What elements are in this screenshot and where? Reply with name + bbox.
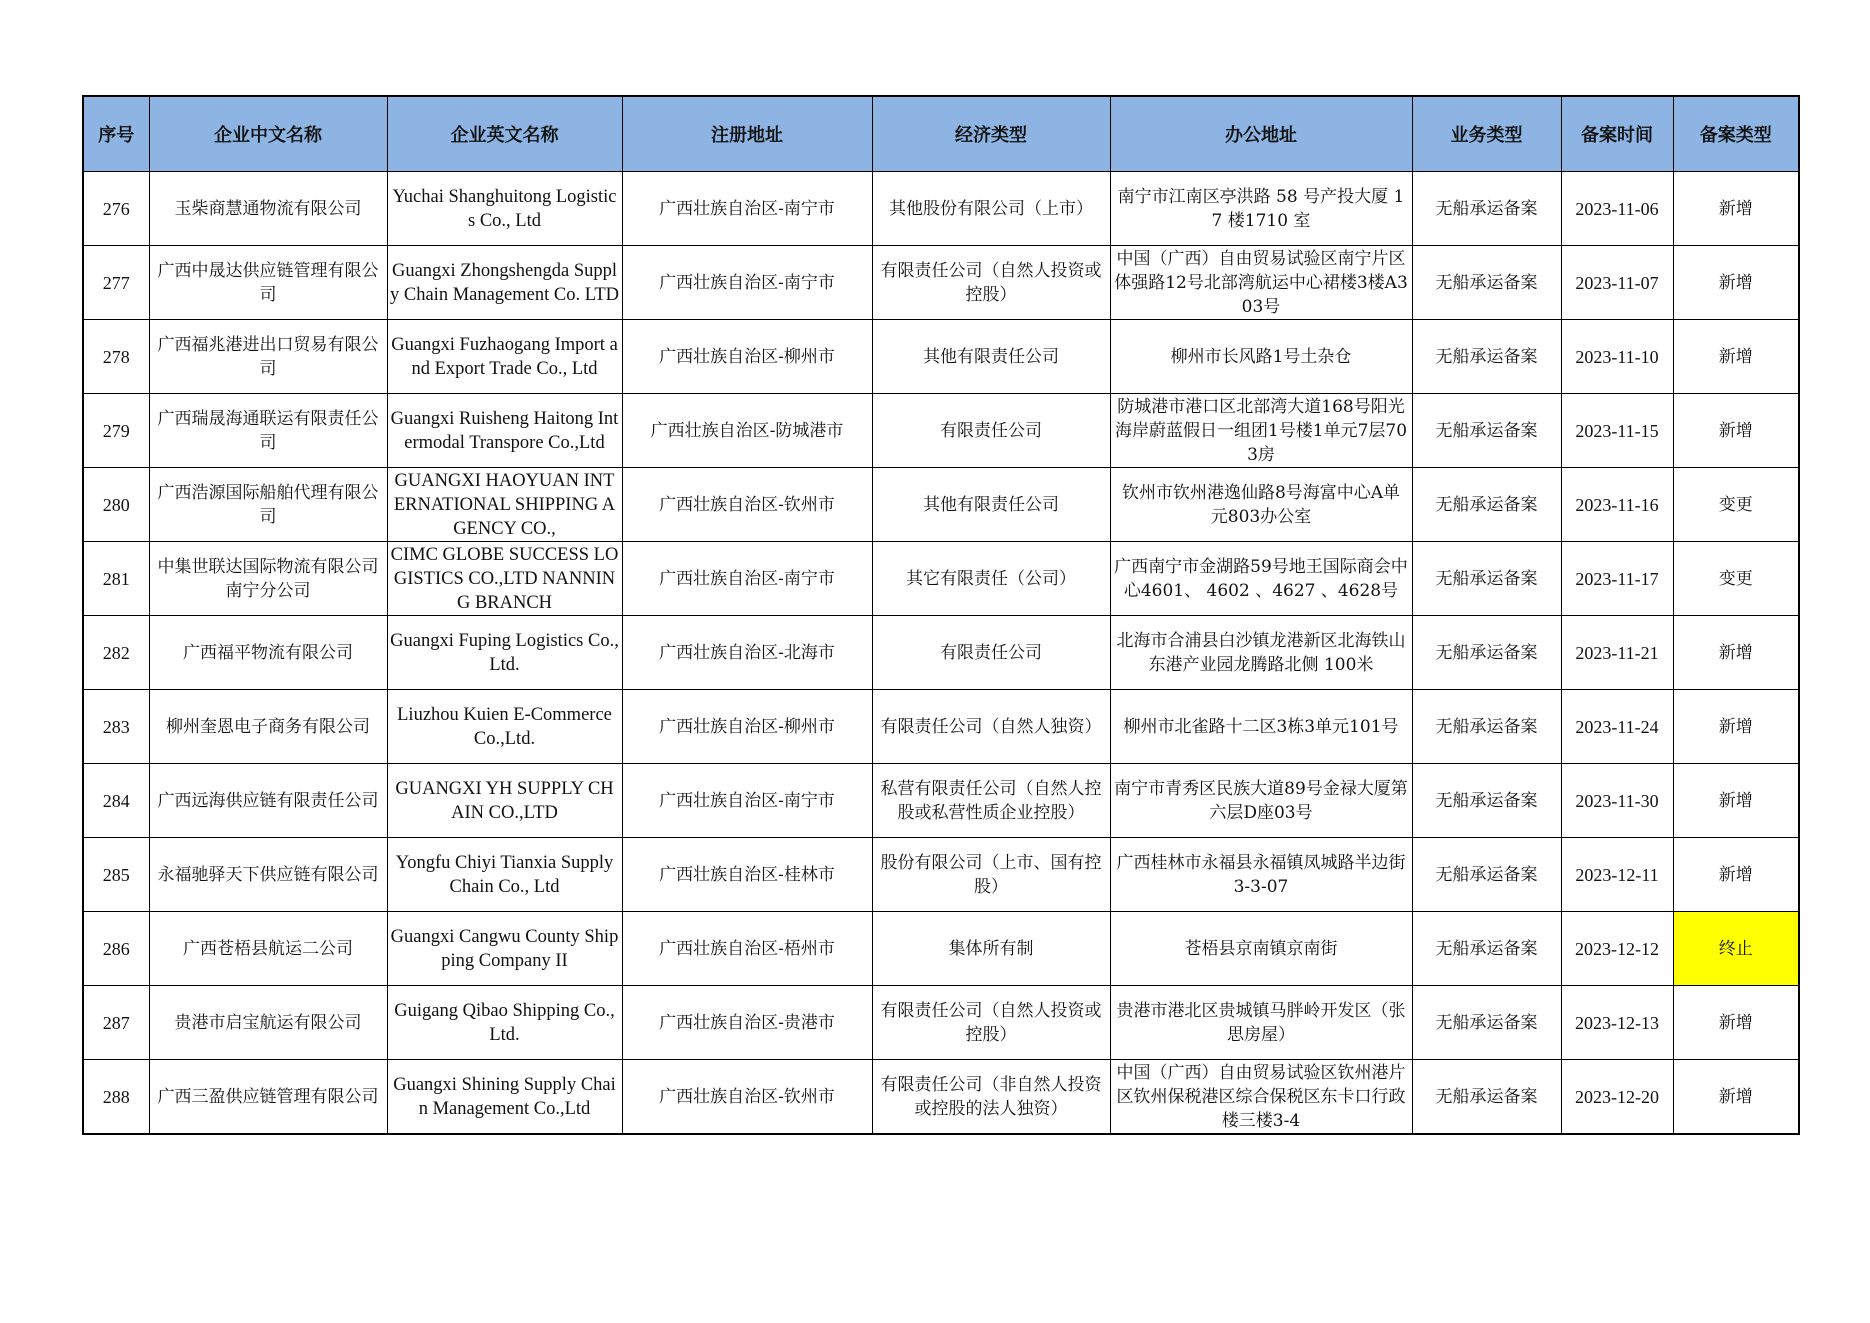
cell-cn-name: 永福驰驿天下供应链有限公司 (149, 838, 387, 912)
cell-office-address: 柳州市长风路1号土杂仓 (1110, 320, 1412, 394)
cell-seq: 285 (83, 838, 149, 912)
cell-business-type: 无船承运备案 (1412, 838, 1561, 912)
header-seq: 序号 (83, 96, 149, 172)
cell-cn-name: 柳州奎恩电子商务有限公司 (149, 690, 387, 764)
table-header-row (83, 96, 1799, 172)
cell-office-address: 广西南宁市金湖路59号地王国际商会中心4601、 4602 、4627 、4628号 (1110, 542, 1412, 616)
cell-economic-type: 集体所有制 (872, 912, 1110, 986)
cell-economic-type: 其它有限责任（公司） (872, 542, 1110, 616)
table-row (83, 986, 1799, 1060)
header-business-type: 业务类型 (1412, 96, 1561, 172)
cell-office-address: 贵港市港北区贵城镇马胖岭开发区（张思房屋） (1110, 986, 1412, 1060)
cell-seq: 280 (83, 468, 149, 542)
table-row (83, 542, 1799, 616)
table-row (83, 1060, 1799, 1135)
cell-en-name: Guangxi Zhongshengda Supply Chain Management Co. LTD (387, 246, 622, 320)
cell-en-name: Guigang Qibao Shipping Co., Ltd. (387, 986, 622, 1060)
cell-cn-name: 广西浩源国际船舶代理有限公司 (149, 468, 387, 542)
cell-office-address: 南宁市青秀区民族大道89号金禄大厦第六层D座03号 (1110, 764, 1412, 838)
cell-en-name: Liuzhou Kuien E-Commerce Co.,Ltd. (387, 690, 622, 764)
cell-reg-address: 广西壮族自治区-柳州市 (622, 690, 872, 764)
cell-reg-address: 广西壮族自治区-南宁市 (622, 172, 872, 246)
cell-reg-address: 广西壮族自治区-贵港市 (622, 986, 872, 1060)
cell-filing-type: 新增 (1673, 394, 1799, 468)
cell-reg-address: 广西壮族自治区-南宁市 (622, 764, 872, 838)
cell-filing-date: 2023-12-20 (1561, 1060, 1673, 1135)
cell-en-name: CIMC GLOBE SUCCESS LOGISTICS CO.,LTD NANNING BRANCH (387, 542, 622, 616)
filing-sheet (82, 95, 1798, 1135)
table-row (83, 838, 1799, 912)
cell-reg-address: 广西壮族自治区-钦州市 (622, 468, 872, 542)
cell-economic-type: 有限责任公司 (872, 616, 1110, 690)
cell-business-type: 无船承运备案 (1412, 246, 1561, 320)
cell-reg-address: 广西壮族自治区-南宁市 (622, 542, 872, 616)
cell-reg-address: 广西壮族自治区-桂林市 (622, 838, 872, 912)
cell-filing-type: 新增 (1673, 764, 1799, 838)
cell-en-name: Guangxi Fuping Logistics Co.,Ltd. (387, 616, 622, 690)
cell-seq: 276 (83, 172, 149, 246)
cell-seq: 279 (83, 394, 149, 468)
cell-filing-date: 2023-11-06 (1561, 172, 1673, 246)
cell-en-name: Guangxi Shining Supply Chain Management Co.,Ltd (387, 1060, 622, 1135)
cell-en-name: Yuchai Shanghuitong Logistics Co., Ltd (387, 172, 622, 246)
cell-filing-type: 终止 (1673, 912, 1799, 986)
cell-seq: 277 (83, 246, 149, 320)
cell-office-address: 北海市合浦县白沙镇龙港新区北海铁山东港产业园龙腾路北侧 100米 (1110, 616, 1412, 690)
cell-office-address: 防城港市港口区北部湾大道168号阳光海岸蔚蓝假日一组团1号楼1单元7层703房 (1110, 394, 1412, 468)
cell-office-address: 柳州市北雀路十二区3栋3单元101号 (1110, 690, 1412, 764)
header-cn-name: 企业中文名称 (149, 96, 387, 172)
table-row (83, 172, 1799, 246)
cell-office-address: 中国（广西）自由贸易试验区南宁片区体强路12号北部湾航运中心裙楼3楼A303号 (1110, 246, 1412, 320)
cell-en-name: Guangxi Cangwu County Shipping Company II (387, 912, 622, 986)
table-row (83, 616, 1799, 690)
cell-filing-type: 变更 (1673, 542, 1799, 616)
header-office-address: 办公地址 (1110, 96, 1412, 172)
cell-office-address: 南宁市江南区亭洪路 58 号产投大厦 17 楼1710 室 (1110, 172, 1412, 246)
cell-filing-date: 2023-11-10 (1561, 320, 1673, 394)
cell-filing-date: 2023-11-07 (1561, 246, 1673, 320)
header-filing-type: 备案类型 (1673, 96, 1799, 172)
table-body (83, 172, 1799, 1135)
cell-en-name: Guangxi Fuzhaogang Import and Export Trade Co., Ltd (387, 320, 622, 394)
table-row (83, 394, 1799, 468)
cell-seq: 288 (83, 1060, 149, 1135)
cell-filing-date: 2023-11-24 (1561, 690, 1673, 764)
cell-reg-address: 广西壮族自治区-钦州市 (622, 1060, 872, 1135)
cell-reg-address: 广西壮族自治区-北海市 (622, 616, 872, 690)
cell-economic-type: 有限责任公司 (872, 394, 1110, 468)
table-row (83, 764, 1799, 838)
cell-economic-type: 有限责任公司（自然人独资） (872, 690, 1110, 764)
cell-business-type: 无船承运备案 (1412, 394, 1561, 468)
cell-reg-address: 广西壮族自治区-南宁市 (622, 246, 872, 320)
cell-business-type: 无船承运备案 (1412, 1060, 1561, 1135)
cell-business-type: 无船承运备案 (1412, 912, 1561, 986)
cell-cn-name: 中集世联达国际物流有限公司南宁分公司 (149, 542, 387, 616)
cell-reg-address: 广西壮族自治区-梧州市 (622, 912, 872, 986)
header-reg-address: 注册地址 (622, 96, 872, 172)
cell-cn-name: 广西苍梧县航运二公司 (149, 912, 387, 986)
cell-filing-type: 新增 (1673, 986, 1799, 1060)
cell-filing-date: 2023-11-17 (1561, 542, 1673, 616)
cell-seq: 281 (83, 542, 149, 616)
cell-filing-date: 2023-12-13 (1561, 986, 1673, 1060)
cell-cn-name: 贵港市启宝航运有限公司 (149, 986, 387, 1060)
cell-filing-date: 2023-11-30 (1561, 764, 1673, 838)
cell-economic-type: 其他有限责任公司 (872, 320, 1110, 394)
cell-business-type: 无船承运备案 (1412, 320, 1561, 394)
cell-business-type: 无船承运备案 (1412, 764, 1561, 838)
cell-economic-type: 有限责任公司（非自然人投资或控股的法人独资） (872, 1060, 1110, 1135)
cell-seq: 286 (83, 912, 149, 986)
cell-en-name: Yongfu Chiyi Tianxia Supply Chain Co., Ltd (387, 838, 622, 912)
cell-reg-address: 广西壮族自治区-柳州市 (622, 320, 872, 394)
cell-en-name: GUANGXI HAOYUAN INTERNATIONAL SHIPPING AGENCY CO., (387, 468, 622, 542)
cell-filing-type: 变更 (1673, 468, 1799, 542)
table-row (83, 912, 1799, 986)
cell-filing-type: 新增 (1673, 246, 1799, 320)
header-economic-type: 经济类型 (872, 96, 1110, 172)
cell-seq: 283 (83, 690, 149, 764)
cell-business-type: 无船承运备案 (1412, 690, 1561, 764)
cell-office-address: 钦州市钦州港逸仙路8号海富中心A单元803办公室 (1110, 468, 1412, 542)
cell-filing-type: 新增 (1673, 320, 1799, 394)
cell-filing-type: 新增 (1673, 616, 1799, 690)
header-en-name: 企业英文名称 (387, 96, 622, 172)
cell-seq: 278 (83, 320, 149, 394)
cell-business-type: 无船承运备案 (1412, 986, 1561, 1060)
cell-seq: 284 (83, 764, 149, 838)
cell-business-type: 无船承运备案 (1412, 468, 1561, 542)
cell-filing-type: 新增 (1673, 172, 1799, 246)
cell-reg-address: 广西壮族自治区-防城港市 (622, 394, 872, 468)
cell-business-type: 无船承运备案 (1412, 616, 1561, 690)
cell-en-name: GUANGXI YH SUPPLY CHAIN CO.,LTD (387, 764, 622, 838)
cell-business-type: 无船承运备案 (1412, 542, 1561, 616)
table-row (83, 320, 1799, 394)
cell-office-address: 广西桂林市永福县永福镇凤城路半边街3-3-07 (1110, 838, 1412, 912)
cell-cn-name: 广西中晟达供应链管理有限公司 (149, 246, 387, 320)
cell-economic-type: 其他股份有限公司（上市） (872, 172, 1110, 246)
table-row (83, 246, 1799, 320)
cell-filing-type: 新增 (1673, 838, 1799, 912)
cell-economic-type: 其他有限责任公司 (872, 468, 1110, 542)
cell-economic-type: 股份有限公司（上市、国有控股） (872, 838, 1110, 912)
cell-economic-type: 有限责任公司（自然人投资或控股） (872, 986, 1110, 1060)
cell-seq: 287 (83, 986, 149, 1060)
cell-filing-type: 新增 (1673, 1060, 1799, 1135)
cell-economic-type: 私营有限责任公司（自然人控股或私营性质企业控股） (872, 764, 1110, 838)
table-row (83, 468, 1799, 542)
cell-filing-type: 新增 (1673, 690, 1799, 764)
cell-office-address: 苍梧县京南镇京南街 (1110, 912, 1412, 986)
cell-business-type: 无船承运备案 (1412, 172, 1561, 246)
cell-en-name: Guangxi Ruisheng Haitong Intermodal Transpore Co.,Ltd (387, 394, 622, 468)
cell-filing-date: 2023-11-15 (1561, 394, 1673, 468)
cell-filing-date: 2023-11-16 (1561, 468, 1673, 542)
cell-cn-name: 广西福兆港进出口贸易有限公司 (149, 320, 387, 394)
header-filing-date: 备案时间 (1561, 96, 1673, 172)
cell-cn-name: 玉柴商慧通物流有限公司 (149, 172, 387, 246)
cell-office-address: 中国（广西）自由贸易试验区钦州港片区钦州保税港区综合保税区东卡口行政楼三楼3-4 (1110, 1060, 1412, 1135)
filing-table (82, 95, 1800, 1135)
cell-filing-date: 2023-12-12 (1561, 912, 1673, 986)
cell-cn-name: 广西三盈供应链管理有限公司 (149, 1060, 387, 1135)
table-row (83, 690, 1799, 764)
cell-cn-name: 广西远海供应链有限责任公司 (149, 764, 387, 838)
cell-economic-type: 有限责任公司（自然人投资或控股） (872, 246, 1110, 320)
cell-cn-name: 广西福平物流有限公司 (149, 616, 387, 690)
cell-cn-name: 广西瑞晟海通联运有限责任公司 (149, 394, 387, 468)
cell-seq: 282 (83, 616, 149, 690)
cell-filing-date: 2023-11-21 (1561, 616, 1673, 690)
cell-filing-date: 2023-12-11 (1561, 838, 1673, 912)
